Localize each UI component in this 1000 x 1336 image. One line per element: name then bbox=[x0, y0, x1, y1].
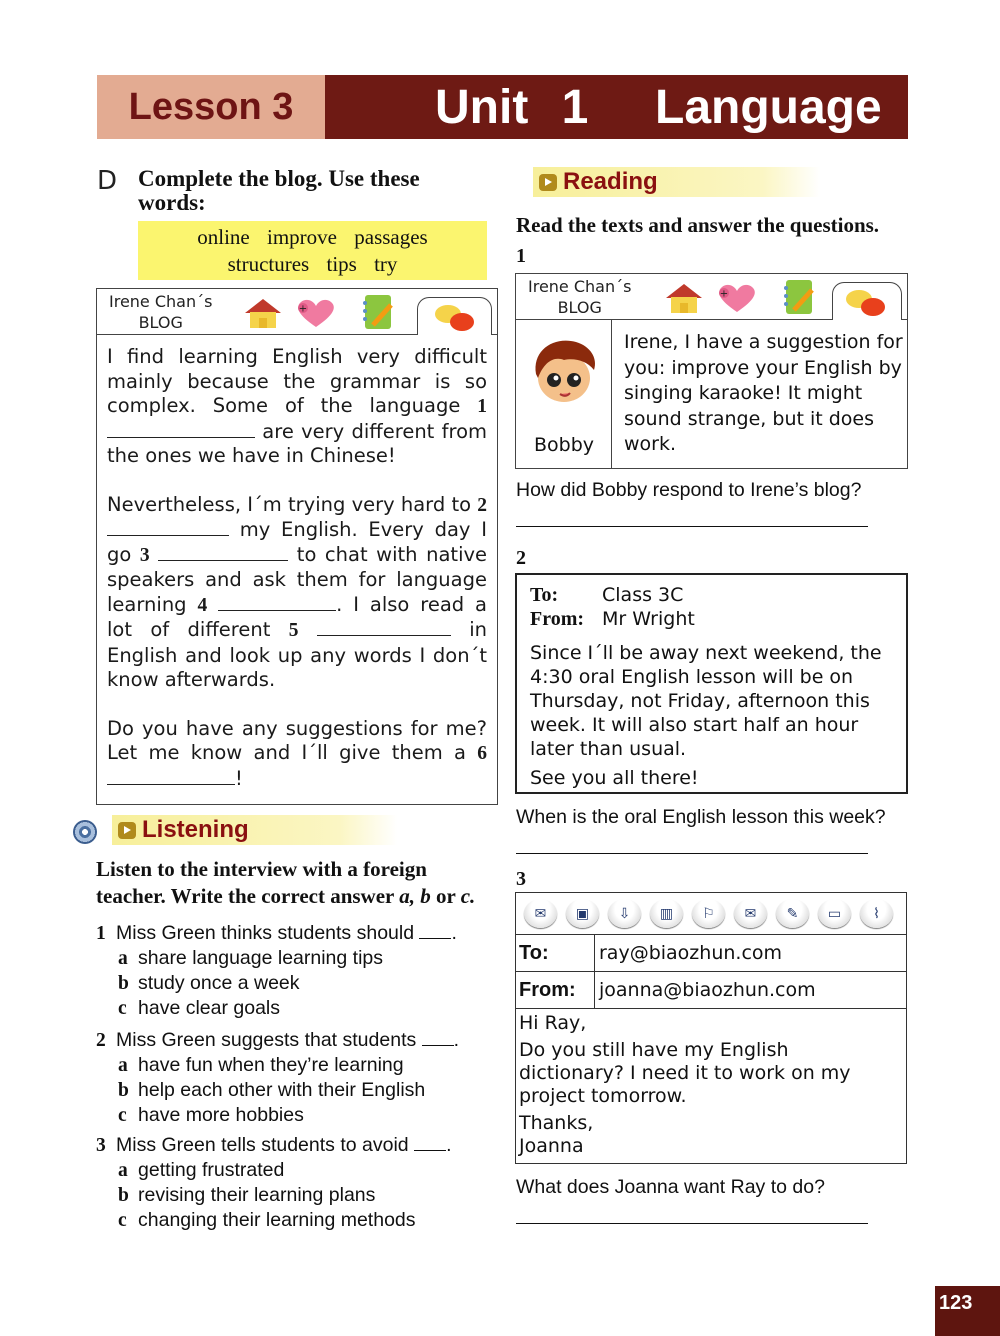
blog-header bbox=[97, 289, 497, 335]
svg-text:+: + bbox=[719, 288, 729, 300]
word-bank-item: online bbox=[197, 225, 250, 249]
play-icon[interactable] bbox=[118, 822, 136, 839]
chat-bubbles-icon bbox=[418, 298, 490, 334]
avatar-column bbox=[516, 320, 612, 468]
option[interactable]: b study once a week bbox=[118, 972, 300, 994]
blog-body bbox=[97, 335, 497, 791]
from-label: From: bbox=[530, 608, 585, 630]
chat-bubbles-icon bbox=[833, 283, 901, 319]
word-bank-item: tips bbox=[326, 252, 357, 276]
email-from-row bbox=[516, 972, 906, 1009]
section-letter: D bbox=[97, 166, 118, 196]
blank-number: 2 bbox=[477, 494, 487, 516]
answer-line-1[interactable] bbox=[516, 526, 868, 527]
bobby-blog-comment bbox=[515, 273, 908, 469]
inbox-download-icon[interactable]: ⇩ bbox=[608, 899, 641, 928]
to-address[interactable]: ray@biaozhun.com bbox=[599, 942, 783, 964]
answer-blank[interactable] bbox=[414, 1137, 446, 1151]
option[interactable]: a have fun when they’re learning bbox=[118, 1054, 404, 1076]
blog-name-line1: Irene Chan´s bbox=[528, 277, 632, 296]
email-to-row bbox=[516, 935, 906, 972]
email-signature: Joanna bbox=[519, 1135, 584, 1157]
from-label: From: bbox=[516, 972, 595, 1008]
heart-icon[interactable] bbox=[293, 297, 339, 329]
text-number: 2 bbox=[516, 547, 526, 569]
blank-number: 4 bbox=[197, 594, 208, 616]
folder-icon[interactable]: ▭ bbox=[818, 899, 851, 928]
blank-5[interactable] bbox=[317, 620, 451, 636]
home-icon[interactable] bbox=[243, 297, 283, 329]
blank-number: 5 bbox=[288, 620, 299, 641]
to-value: Class 3C bbox=[602, 584, 684, 606]
email-window bbox=[515, 892, 907, 1164]
comment-text: Irene, I have a suggestion for you: improve your English by singing karaoke! It might sound strange, but it does work. bbox=[624, 331, 903, 455]
blog-paragraph-1: I find learning English very difficult mainly because the grammar is so complex. Some of the language 1 are very different from the ones we have in Chinese! bbox=[107, 345, 487, 467]
to-label: To: bbox=[530, 584, 559, 606]
notice-message: Since I´ll be away next weekend, the 4:30 oral English lesson will be on Thursday, not Friday, afternoon this week. It will also start half an hour later than usual. bbox=[530, 642, 882, 760]
answer-line-3[interactable] bbox=[516, 1223, 868, 1224]
blank-number: 6 bbox=[477, 743, 487, 764]
irene-blog bbox=[96, 288, 498, 805]
word-bank-item: structures bbox=[227, 252, 310, 276]
blank-1[interactable] bbox=[107, 422, 255, 438]
to-label: To: bbox=[516, 935, 595, 971]
word-bank-item: improve bbox=[267, 225, 337, 249]
play-icon[interactable] bbox=[539, 174, 557, 191]
page-header bbox=[97, 75, 908, 139]
home-icon[interactable] bbox=[664, 282, 704, 314]
email-message: Do you still have my English dictionary? I need it to work on my project tomorrow. bbox=[519, 1039, 851, 1107]
from-value: Mr Wright bbox=[602, 608, 695, 630]
commenter-name: Bobby bbox=[533, 434, 595, 456]
option[interactable]: a share language learning tips bbox=[118, 947, 384, 969]
reading-question-2: When is the oral English lesson this week? bbox=[516, 806, 886, 828]
option[interactable]: c have more hobbies bbox=[118, 1104, 304, 1126]
word-bank-item: passages bbox=[354, 225, 428, 249]
listening-question: 2 Miss Green suggests that students . a have fun when they’re learning b help each other with their English c have more hobbies bbox=[96, 1029, 460, 1126]
listening-title: Listening bbox=[142, 816, 249, 843]
blog-name-line1: Irene Chan´s bbox=[109, 292, 213, 311]
notebook-pencil-icon[interactable] bbox=[359, 293, 395, 331]
listening-question: 1 Miss Green thinks students should . a share language learning tips b study once a week c have clear goals bbox=[96, 922, 457, 1019]
blank-3[interactable] bbox=[158, 545, 288, 561]
envelope-icon[interactable]: ✉ bbox=[734, 899, 767, 928]
email-thanks: Thanks, bbox=[519, 1112, 594, 1134]
blank-6[interactable] bbox=[107, 769, 235, 785]
book-icon[interactable]: ▥ bbox=[650, 899, 683, 928]
blog-name bbox=[528, 276, 631, 318]
section-d-instruction: Complete the blog. Use these words: bbox=[138, 166, 420, 215]
option[interactable]: b help each other with their English bbox=[118, 1079, 426, 1101]
open-mail-icon[interactable]: ✉ bbox=[524, 899, 557, 928]
reading-title: Reading bbox=[563, 168, 658, 195]
email-greeting: Hi Ray, bbox=[519, 1012, 587, 1034]
heart-icon[interactable] bbox=[714, 282, 760, 314]
pen-icon[interactable]: ✎ bbox=[776, 899, 809, 928]
text-number: 1 bbox=[516, 245, 526, 267]
notice-closing: See you all there! bbox=[530, 767, 699, 789]
flag-icon[interactable]: ⚐ bbox=[692, 899, 725, 928]
chat-tab[interactable] bbox=[417, 297, 492, 335]
option[interactable]: b revising their learning plans bbox=[118, 1184, 376, 1206]
blog-header bbox=[516, 274, 907, 320]
notebook-pencil-icon[interactable] bbox=[780, 278, 816, 316]
reading-instruction: Read the texts and answer the questions. bbox=[516, 213, 880, 237]
reading-question-3: What does Joanna want Ray to do? bbox=[516, 1176, 825, 1198]
chat-tab[interactable] bbox=[832, 282, 902, 320]
text-number: 3 bbox=[516, 868, 526, 890]
option[interactable]: a getting frustrated bbox=[118, 1159, 285, 1181]
blog-name-line2: BLOG bbox=[557, 298, 602, 317]
word-bank bbox=[138, 221, 487, 280]
cd-audio-icon[interactable] bbox=[73, 820, 97, 844]
listening-instruction: Listen to the interview with a foreign teacher. Write the correct answer a, b or c. bbox=[96, 857, 476, 908]
blog-name-line2: BLOG bbox=[138, 313, 183, 332]
blog-paragraph-2: Nevertheless, I´m trying very hard to 2 my English. Every day I go 3 to chat with native speakers and ask them for language learning 4 . I also read a lot of different 5 in English and look up any words I don´t know afterwards. bbox=[107, 492, 488, 691]
listening-question: 3 Miss Green tells students to avoid . a getting frustrated b revising their learning plans c changing their learning methods bbox=[96, 1134, 452, 1231]
option[interactable]: c have clear goals bbox=[118, 997, 281, 1019]
word-bank-item: try bbox=[374, 252, 398, 276]
listening-heading bbox=[112, 815, 397, 845]
svg-text:+: + bbox=[298, 303, 308, 315]
blank-2[interactable] bbox=[107, 520, 229, 536]
answer-blank[interactable] bbox=[422, 1032, 454, 1046]
notice-box bbox=[515, 573, 908, 794]
reading-question-1: How did Bobby respond to Irene’s blog? bbox=[516, 479, 862, 501]
option[interactable]: c changing their learning methods bbox=[118, 1209, 416, 1231]
email-toolbar bbox=[516, 893, 906, 935]
blank-number: 1 bbox=[477, 396, 487, 417]
answer-blank[interactable] bbox=[419, 925, 451, 939]
bobby-avatar bbox=[524, 330, 604, 410]
paperclip-icon[interactable]: ⌇ bbox=[860, 899, 893, 928]
answer-line-2[interactable] bbox=[516, 853, 868, 854]
from-address[interactable]: joanna@biaozhun.com bbox=[599, 979, 816, 1001]
blog-paragraph-3: Do you have any suggestions for me? Let me know and I´ll give them a 6 ! bbox=[107, 716, 487, 790]
blog-name bbox=[109, 291, 212, 333]
reading-heading bbox=[533, 167, 820, 197]
lesson-label: Lesson 3 bbox=[97, 75, 325, 139]
blank-number: 3 bbox=[139, 544, 150, 566]
stamp-icon[interactable]: ▣ bbox=[566, 899, 599, 928]
blank-4[interactable] bbox=[218, 595, 336, 611]
page-number: 123 bbox=[935, 1286, 1000, 1336]
email-body bbox=[516, 1009, 906, 1158]
unit-title: Unit 1 Language bbox=[325, 75, 908, 139]
